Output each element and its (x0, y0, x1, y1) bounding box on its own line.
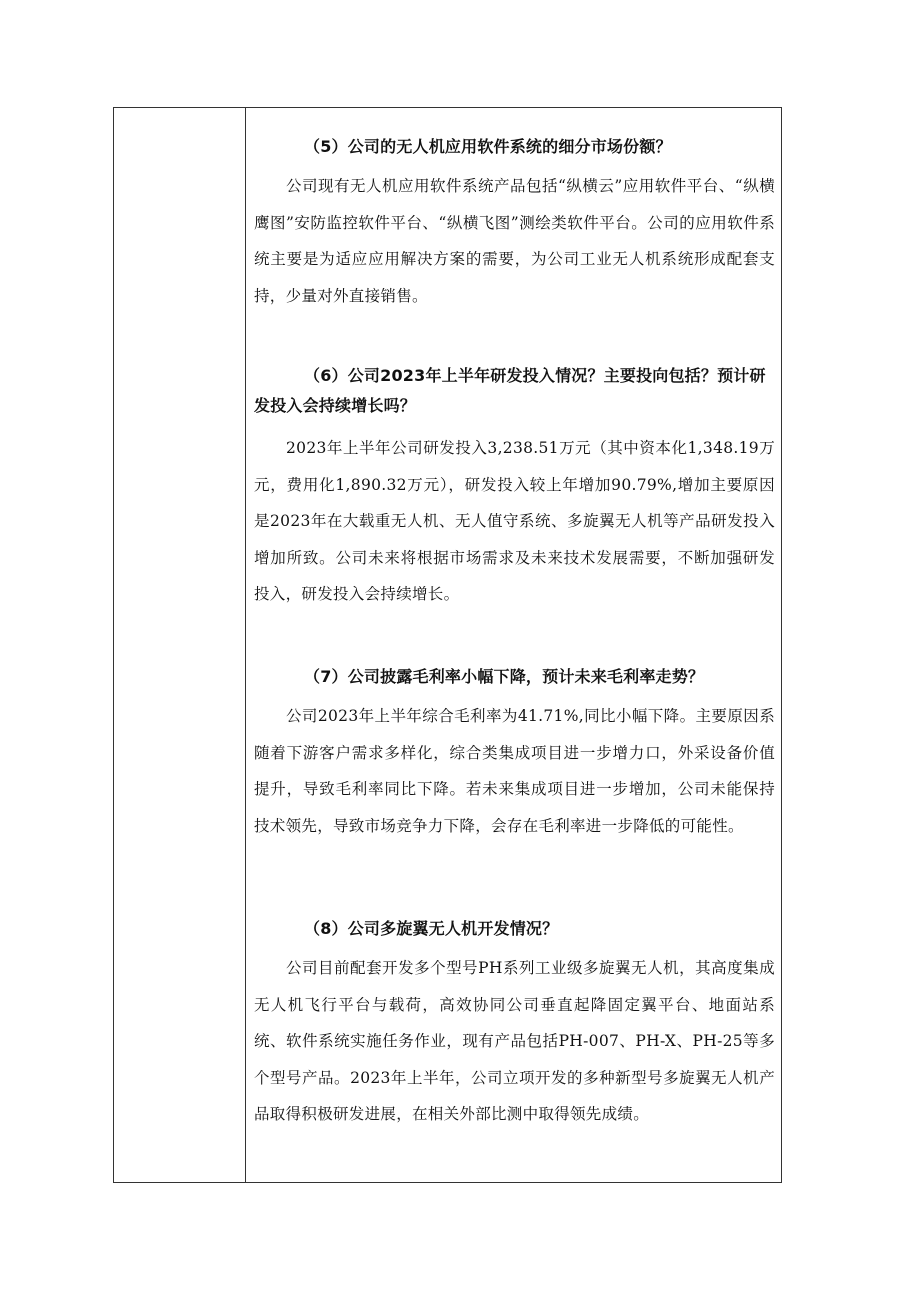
question-8: （8）公司多旋翼无人机开发情况？ (304, 919, 559, 938)
question-6: （6）公司2023年上半年研发投入情况？主要投向包括？预计研发投入会持续增长吗？ (254, 366, 766, 415)
answer-8: 公司目前配套开发多个型号PH系列工业级多旋翼无人机，其高度集成无人机飞行平台与载荷，高效协同公司垂直起降固定翼平台、地面站系统、软件系统实施任务作业，现有产品包括PH-007、PH-X、PH-25等多个型号产品。2023年上半年，公司立项开发的多种新型号多旋翼无人机产品取得积极研发进展，在相关外部比测中取得领先成绩。 (254, 959, 775, 1123)
answer-7: 公司2023年上半年综合毛利率为41.71%,同比小幅下降。主要原因系随着下游客户需求多样化，综合类集成项目进一步增力口，外采设备价值提升，导致毛利率同比下降。若未来集成项目进一步增加，公司未能保持技术领先，导致市场竞争力下降，会存在毛利率进一步降低的可能性。 (254, 707, 775, 835)
answer-5: 公司现有无人机应用软件系统产品包括“纵横云”应用软件平台、“纵横鹰图”安防监控软件平台、“纵横飞图”测绘类软件平台。公司的应用软件系统主要是为适应应用解决方案的需要，为公司工业无人机系统形成配套支持，少量对外直接销售。 (254, 177, 775, 305)
question-7: （7）公司披露毛利率小幅下降，预计未来毛利率走势？ (304, 667, 705, 686)
question-5: （5）公司的无人机应用软件系统的细分市场份额？ (304, 137, 672, 156)
qa-table (113, 107, 782, 1183)
answer-6: 2023年上半年公司研发投入3,238.51万元（其中资本化1,348.19万元，费用化1,890.32万元），研发投入较上年增加90.79%,增加主要原因是2023年在大载重无人机、无人值守系统、多旋翼无人机等产品研发投入增加所致。公司未来将根据市场需求及未来技术发展需要，不断加强研发投入，研发投入会持续增长。 (254, 439, 775, 603)
table-right-cell (246, 108, 781, 1182)
table-left-cell (114, 108, 246, 1182)
